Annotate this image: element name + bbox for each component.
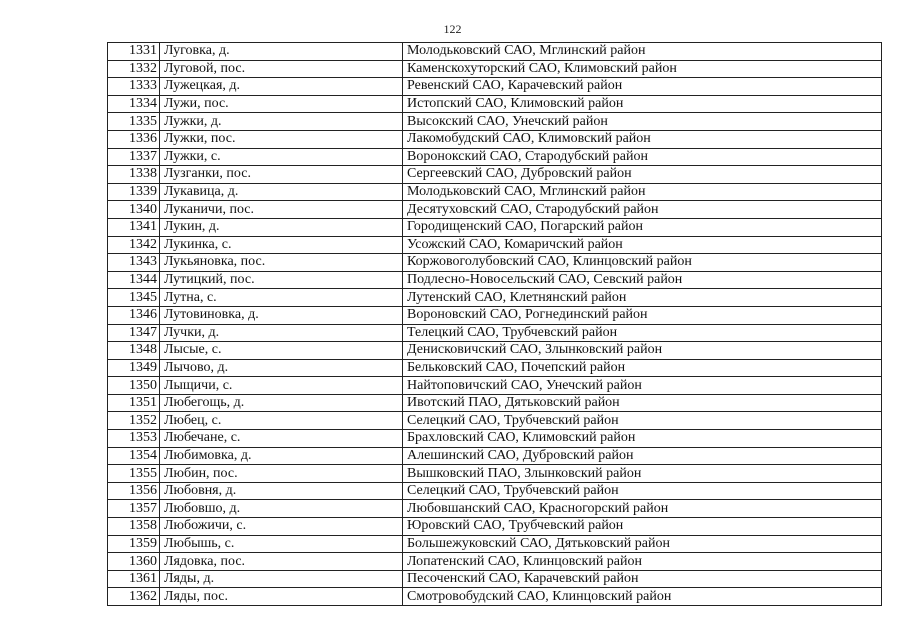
settlement-name-cell: Любовня, д. <box>160 482 403 500</box>
administration-cell: Коржовоголубовский САО, Клинцовский район <box>403 254 882 272</box>
row-number-cell: 1348 <box>108 342 160 360</box>
table-row <box>108 95 882 113</box>
row-number-cell: 1339 <box>108 183 160 201</box>
row-number-cell: 1344 <box>108 271 160 289</box>
table-row <box>108 447 882 465</box>
administration-cell: Найтоповичский САО, Унечский район <box>403 377 882 395</box>
administration-cell: Вышковский ПАО, Злынковский район <box>403 465 882 483</box>
settlement-name-cell: Лутна, с. <box>160 289 403 307</box>
row-number-cell: 1338 <box>108 166 160 184</box>
row-number-cell: 1332 <box>108 60 160 78</box>
settlement-name-cell: Лучки, д. <box>160 324 403 342</box>
administration-cell: Высокский САО, Унечский район <box>403 113 882 131</box>
administration-cell: Селецкий САО, Трубчевский район <box>403 412 882 430</box>
administration-cell: Ревенский САО, Карачевский район <box>403 78 882 96</box>
administration-cell: Юровский САО, Трубчевский район <box>403 518 882 536</box>
settlement-name-cell: Любышь, с. <box>160 535 403 553</box>
administration-cell: Молодьковский САО, Мглинский район <box>403 43 882 61</box>
settlement-name-cell: Лыщичи, с. <box>160 377 403 395</box>
table-row <box>108 430 882 448</box>
row-number-cell: 1342 <box>108 236 160 254</box>
administration-cell: Усожский САО, Комаричский район <box>403 236 882 254</box>
administration-cell: Лакомобудский САО, Климовский район <box>403 130 882 148</box>
settlement-name-cell: Лукьяновка, пос. <box>160 254 403 272</box>
administration-cell: Смотровобудский САО, Клинцовский район <box>403 588 882 606</box>
row-number-cell: 1331 <box>108 43 160 61</box>
row-number-cell: 1352 <box>108 412 160 430</box>
table-row <box>108 482 882 500</box>
row-number-cell: 1354 <box>108 447 160 465</box>
row-number-cell: 1362 <box>108 588 160 606</box>
settlement-name-cell: Любечане, с. <box>160 430 403 448</box>
administration-cell: Сергеевский САО, Дубровский район <box>403 166 882 184</box>
table-row <box>108 60 882 78</box>
row-number-cell: 1337 <box>108 148 160 166</box>
page-number: 122 <box>443 22 462 36</box>
table-row <box>108 500 882 518</box>
table-row <box>108 535 882 553</box>
table-row <box>108 412 882 430</box>
administration-cell: Алешинский САО, Дубровский район <box>403 447 882 465</box>
settlement-name-cell: Любимовка, д. <box>160 447 403 465</box>
row-number-cell: 1353 <box>108 430 160 448</box>
administration-cell: Бельковский САО, Почепский район <box>403 359 882 377</box>
table-row <box>108 78 882 96</box>
settlement-name-cell: Лужки, пос. <box>160 130 403 148</box>
settlement-name-cell: Любожичи, с. <box>160 518 403 536</box>
table-row <box>108 218 882 236</box>
settlement-name-cell: Лутовиновка, д. <box>160 306 403 324</box>
settlement-name-cell: Лукавица, д. <box>160 183 403 201</box>
administration-cell: Брахловский САО, Климовский район <box>403 430 882 448</box>
settlements-table <box>107 42 882 606</box>
administration-cell: Истопский САО, Климовский район <box>403 95 882 113</box>
table-body <box>108 43 882 606</box>
table-row <box>108 377 882 395</box>
table-row <box>108 306 882 324</box>
administration-cell: Молодьковский САО, Мглинский район <box>403 183 882 201</box>
settlement-name-cell: Лутицкий, пос. <box>160 271 403 289</box>
row-number-cell: 1355 <box>108 465 160 483</box>
settlement-name-cell: Любин, пос. <box>160 465 403 483</box>
table-row <box>108 465 882 483</box>
administration-cell: Селецкий САО, Трубчевский район <box>403 482 882 500</box>
row-number-cell: 1359 <box>108 535 160 553</box>
administration-cell: Любовшанский САО, Красногорский район <box>403 500 882 518</box>
row-number-cell: 1360 <box>108 553 160 571</box>
row-number-cell: 1347 <box>108 324 160 342</box>
administration-cell: Песоченский САО, Карачевский район <box>403 570 882 588</box>
table-row <box>108 271 882 289</box>
administration-cell: Телецкий САО, Трубчевский район <box>403 324 882 342</box>
row-number-cell: 1356 <box>108 482 160 500</box>
administration-cell: Лопатенский САО, Клинцовский район <box>403 553 882 571</box>
table-row <box>108 588 882 606</box>
settlement-name-cell: Лукин, д. <box>160 218 403 236</box>
table-row <box>108 130 882 148</box>
administration-cell: Лутенский САО, Клетнянский район <box>403 289 882 307</box>
settlement-name-cell: Луговка, д. <box>160 43 403 61</box>
table-row <box>108 43 882 61</box>
administration-cell: Десятуховский САО, Стародубский район <box>403 201 882 219</box>
table-row <box>108 324 882 342</box>
row-number-cell: 1358 <box>108 518 160 536</box>
settlement-name-cell: Любегощь, д. <box>160 394 403 412</box>
table-row <box>108 570 882 588</box>
table-row <box>108 236 882 254</box>
settlement-name-cell: Лукинка, с. <box>160 236 403 254</box>
row-number-cell: 1357 <box>108 500 160 518</box>
administration-cell: Вороновский САО, Рогнединский район <box>403 306 882 324</box>
settlement-name-cell: Лузганки, пос. <box>160 166 403 184</box>
row-number-cell: 1351 <box>108 394 160 412</box>
administration-cell: Большежуковский САО, Дятьковский район <box>403 535 882 553</box>
settlement-name-cell: Лядовка, пос. <box>160 553 403 571</box>
row-number-cell: 1343 <box>108 254 160 272</box>
settlement-name-cell: Ляды, д. <box>160 570 403 588</box>
settlement-name-cell: Луканичи, пос. <box>160 201 403 219</box>
row-number-cell: 1333 <box>108 78 160 96</box>
table-row <box>108 148 882 166</box>
row-number-cell: 1349 <box>108 359 160 377</box>
row-number-cell: 1340 <box>108 201 160 219</box>
table-row <box>108 289 882 307</box>
administration-cell: Ивотский ПАО, Дятьковский район <box>403 394 882 412</box>
row-number-cell: 1341 <box>108 218 160 236</box>
administration-cell: Каменскохуторский САО, Климовский район <box>403 60 882 78</box>
table-row <box>108 359 882 377</box>
settlement-name-cell: Лужецкая, д. <box>160 78 403 96</box>
administration-cell: Подлесно-Новосельский САО, Севский район <box>403 271 882 289</box>
table-row <box>108 553 882 571</box>
row-number-cell: 1361 <box>108 570 160 588</box>
settlement-name-cell: Ляды, пос. <box>160 588 403 606</box>
table-row <box>108 201 882 219</box>
settlement-name-cell: Лычово, д. <box>160 359 403 377</box>
row-number-cell: 1345 <box>108 289 160 307</box>
settlement-name-cell: Лысые, с. <box>160 342 403 360</box>
administration-cell: Воронокский САО, Стародубский район <box>403 148 882 166</box>
table-row <box>108 113 882 131</box>
settlement-name-cell: Лужи, пос. <box>160 95 403 113</box>
settlement-name-cell: Лужки, с. <box>160 148 403 166</box>
table-row <box>108 342 882 360</box>
row-number-cell: 1334 <box>108 95 160 113</box>
row-number-cell: 1350 <box>108 377 160 395</box>
table-row <box>108 183 882 201</box>
table-row <box>108 166 882 184</box>
row-number-cell: 1346 <box>108 306 160 324</box>
settlement-name-cell: Лужки, д. <box>160 113 403 131</box>
settlement-name-cell: Луговой, пос. <box>160 60 403 78</box>
settlement-name-cell: Любец, с. <box>160 412 403 430</box>
table-row <box>108 394 882 412</box>
table-row <box>108 254 882 272</box>
row-number-cell: 1335 <box>108 113 160 131</box>
administration-cell: Денисковичский САО, Злынковский район <box>403 342 882 360</box>
administration-cell: Городищенский САО, Погарский район <box>403 218 882 236</box>
row-number-cell: 1336 <box>108 130 160 148</box>
settlement-name-cell: Любовшо, д. <box>160 500 403 518</box>
table-row <box>108 518 882 536</box>
